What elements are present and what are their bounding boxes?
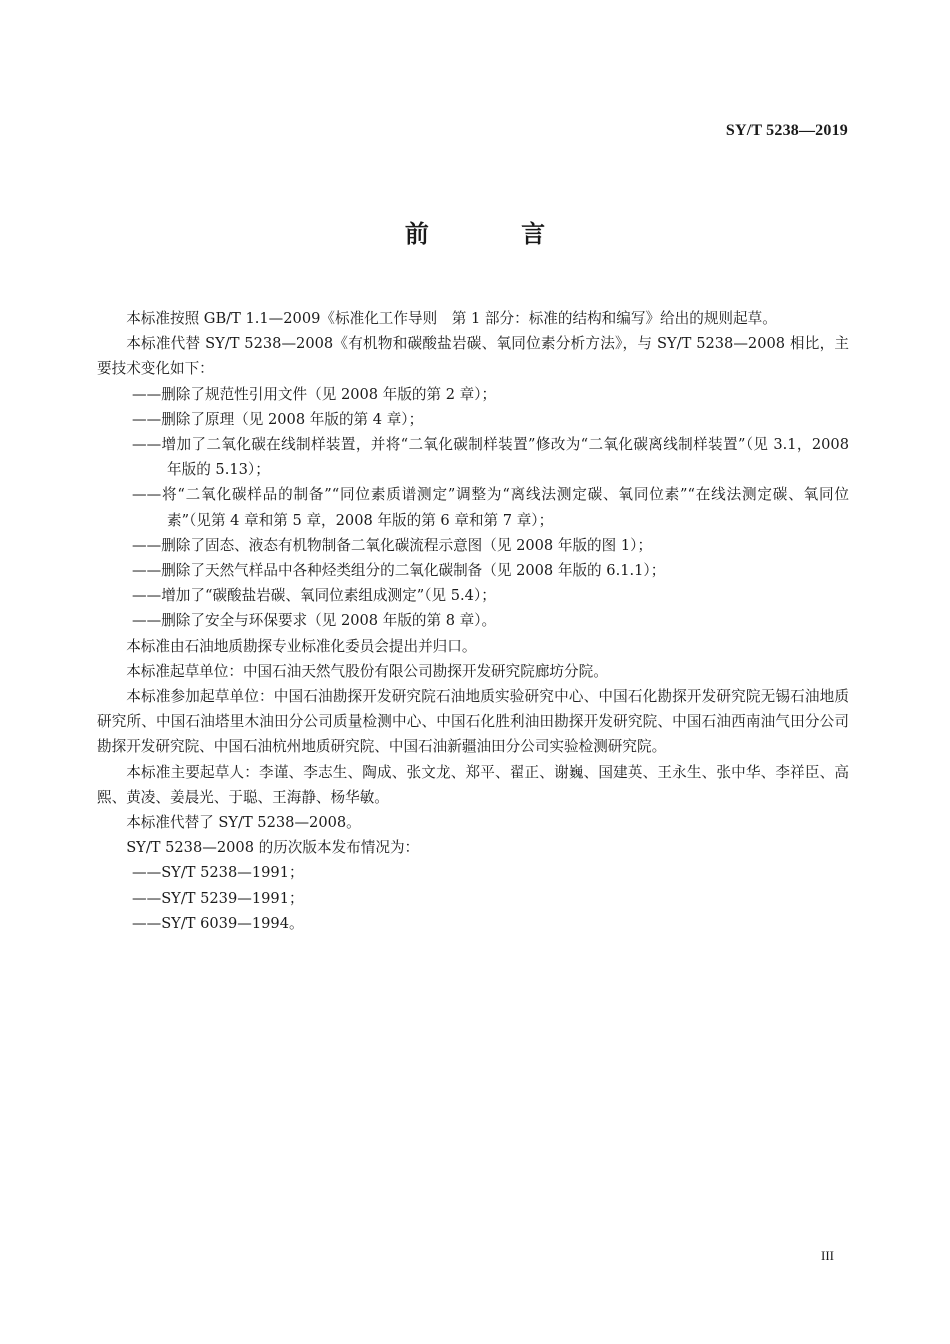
list-item: ——将“二氧化碳样品的制备”“同位素质谱测定”调整为“离线法测定碳、氧同位素”“在线法测定碳、氧同位素”（见第 4 章和第 5 章，2008 年版的第 6 章和第 7 章）；	[132, 486, 849, 529]
paragraph: 本标准参加起草单位：中国石油勘探开发研究院石油地质实验研究中心、中国石化勘探开发研究院无锡石油地质研究所、中国石油塔里木油田分公司质量检测中心、中国石化胜利油田勘探开发研究院、中国石油西南油气田分公司勘探开发研究院、中国石油杭州地质研究院、中国石油新疆油田分公司实验检测研究院。	[97, 688, 849, 756]
paragraph: 本标准主要起草人：李谨、李志生、陶成、张文龙、郑平、翟正、谢巍、国建英、王永生、张中华、李祥臣、高熙、黄凌、姜晨光、于聪、王海静、杨华敏。	[97, 763, 849, 806]
paragraph: 本标准由石油地质勘探专业标准化委员会提出并归口。	[126, 637, 477, 655]
list-item: ——增加了“碳酸盐岩碳、氧同位素组成测定”（见 5.4）；	[132, 587, 496, 605]
list-item: ——删除了安全与环保要求（见 2008 年版的第 8 章）。	[132, 612, 497, 630]
list-item: ——删除了规范性引用文件（见 2008 年版的第 2 章）；	[132, 385, 497, 403]
list-item: ——删除了固态、液态有机物制备二氧化碳流程示意图（见 2008 年版的图 1）；	[132, 536, 653, 554]
standard-code: SY/T 5238—2019	[725, 122, 848, 139]
page-title: 前 言	[404, 220, 588, 248]
list-item: ——SY/T 5238—1991；	[132, 864, 304, 882]
list-item: ——SY/T 5239—1991；	[132, 889, 304, 907]
list-item: ——SY/T 6039—1994。	[132, 914, 304, 932]
paragraph: 本标准代替了 SY/T 5238—2008。	[126, 814, 361, 832]
list-item: ——删除了原理（见 2008 年版的第 4 章）；	[132, 410, 424, 428]
paragraph: 本标准代替 SY/T 5238—2008《有机物和碳酸盐岩碳、氧同位素分析方法》，与 SY/T 5238—2008 相比，主要技术变化如下：	[97, 335, 849, 378]
paragraph: SY/T 5238—2008 的历次版本发布情况为：	[126, 839, 420, 857]
list-item: ——增加了二氧化碳在线制样装置，并将“二氧化碳制样装置”修改为“二氧化碳离线制样装置”（见 3.1，2008 年版的 5.13）；	[132, 436, 849, 479]
page-number: III	[821, 1248, 834, 1263]
list-item: ——删除了天然气样品中各种烃类组分的二氧化碳制备（见 2008 年版的 6.1.1）；	[132, 562, 666, 580]
preface-body	[97, 306, 849, 936]
paragraph: 本标准按照 GB/T 1.1—2009《标准化工作导则 第 1 部分：标准的结构和编写》给出的规则起草。	[126, 310, 777, 327]
paragraph: 本标准起草单位：中国石油天然气股份有限公司勘探开发研究院廊坊分院。	[126, 662, 608, 680]
